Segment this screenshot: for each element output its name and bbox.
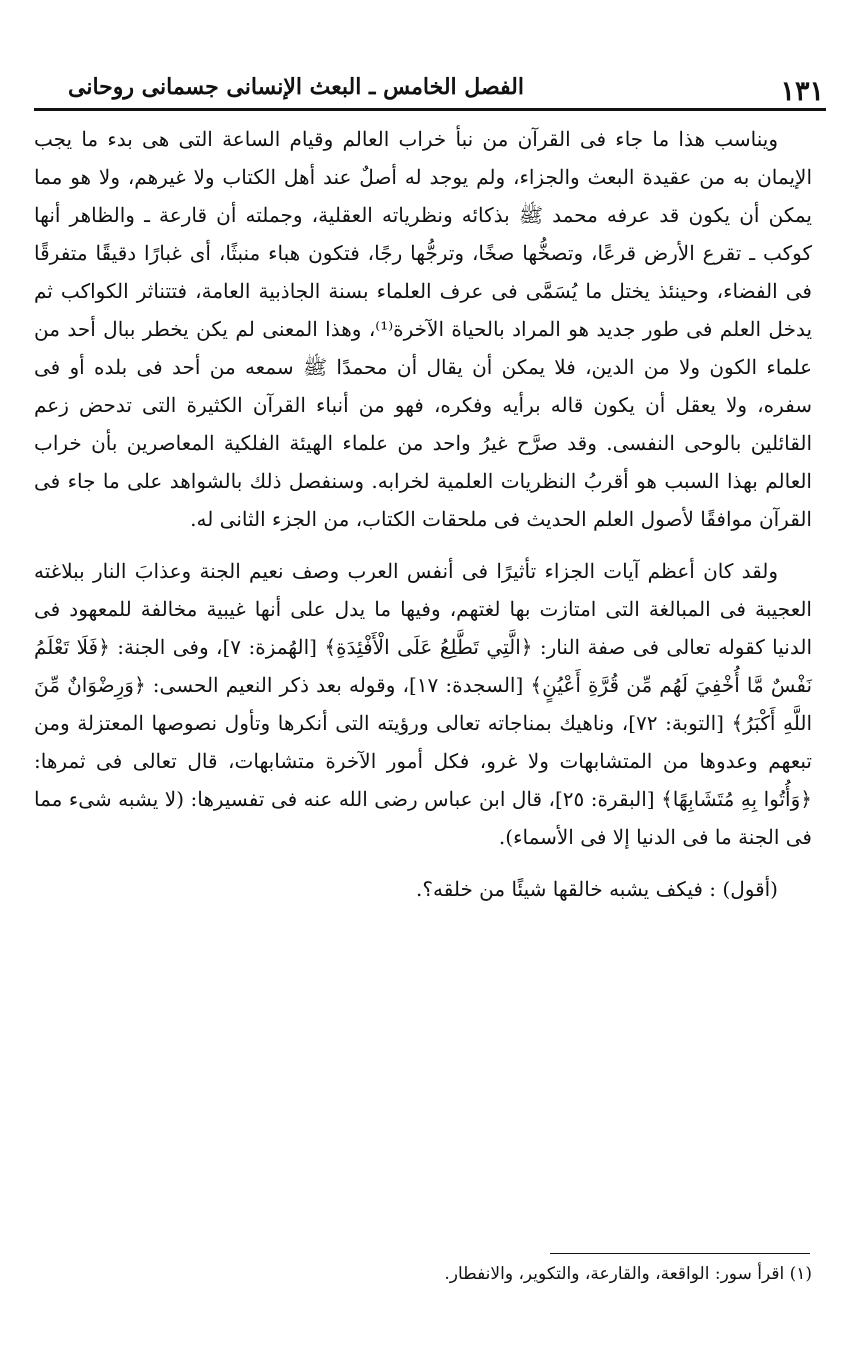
running-title: الفصل الخامس ـ البعث الإنسانى جسمانى روحانى bbox=[68, 74, 524, 100]
footnote: (١) اقرأ سور: الواقعة، والقارعة، والتكوير، والانفطار. bbox=[444, 1264, 812, 1284]
paragraph: (أقول) : فيكف يشبه خالقها شيئًا من خلقه؟. bbox=[416, 877, 778, 901]
paragraph: ولقد كان أعظم آيات الجزاء تأثيرًا فى أنفس العرب وصف نعيم الجنة وعذابَ النار ببلاغته العجيبة فى المبالغة التى امتازت بها لغتهم، وفيها ما يدل على أنها غيبية مخالفة للمعهود فى الدنيا كقوله تعالى فى صفة النار: ﴿الَّتِي تَطَّلِعُ عَلَى الْأَفْئِدَةِ﴾ [الهُمزة: ٧]، وفى الجنة: ﴿فَلَا تَعْلَمُ نَفْسٌ مَّا أُخْفِيَ لَهُم مِّن قُرَّةِ أَعْيُنٍ﴾ [السجدة: ١٧]، وقوله بعد ذكر النعيم الحسى: ﴿وَرِضْوَانٌ مِّنَ اللَّهِ أَكْبَرُ﴾ [التوبة: ٧٢]، وناهيك بمناجاته تعالى ورؤيته التى أنكرها وتأول نصوصها المعتزلة ومن تبعهم وعدوها من المتشابهات ولا غرو، فكل أمور الآخرة متشابهات، قال تعالى فى ثمرها: ﴿وَأُتُوا بِهِ مُتَشَابِهًا﴾ [البقرة: ٢٥]، قال ابن عباس رضى الله عنه فى تفسيرها: (لا يشبه شىء مما فى الجنة ما فى الدنيا إلا فى الأسماء). bbox=[34, 559, 813, 849]
footnote-divider bbox=[550, 1253, 810, 1254]
main-text bbox=[34, 120, 812, 908]
page-number: ١٣١ bbox=[780, 76, 824, 107]
paragraph: ويناسب هذا ما جاء فى القرآن من نبأ خراب العالم وقيام الساعة التى هى بدء ما يجب الإيمان به من عقيدة البعث والجزاء، ولم يوجد له أصلٌ عند أهل الكتاب ولا غيرهم، ولا هو مما يمكن أن يكون قد عرفه محمد ﷺ بذكائه ونظرياته العقلية، وجملته أن قارعة ـ والظاهر أنها كوكب ـ تقرع الأرض قرعًا، وتصخُّها صخًا، وترجُّها رجًا، فتكون هباء منبثًا، أى غبارًا دقيقًا متفرقًا فى الفضاء، وحينئذ يختل ما يُسَمَّى فى عرف العلماء بسنة الجاذبية العامة، فتتناثر الكواكب ثم يدخل العلم فى طور جديد هو المراد بالحياة الآخرة⁽¹⁾، وهذا المعنى لم يكن يخطر ببال أحد من علماء الكون ولا من الدين، فلا يمكن أن يقال أن محمدًا ﷺ سمعه من أحد فى بلده أو فى سفره، ولا يعقل أن يكون قاله برأيه وفكره، فهو من أنباء القرآن الكثيرة التى تدحض زعم القائلين بالوحى النفسى. وقد صرَّح غيرُ واحد من علماء الهيئة الفلكية المعاصرين بأن خراب العالم بهذا السبب هو أقربُ النظريات العلمية لخرابه. وسنفصل ذلك بالشواهد على ما جاء فى القرآن موافقًا لأصول العلم الحديث فى ملحقات الكتاب، من الجزء الثانى له. bbox=[34, 127, 813, 531]
header-divider bbox=[34, 108, 826, 111]
page-header bbox=[38, 70, 824, 106]
